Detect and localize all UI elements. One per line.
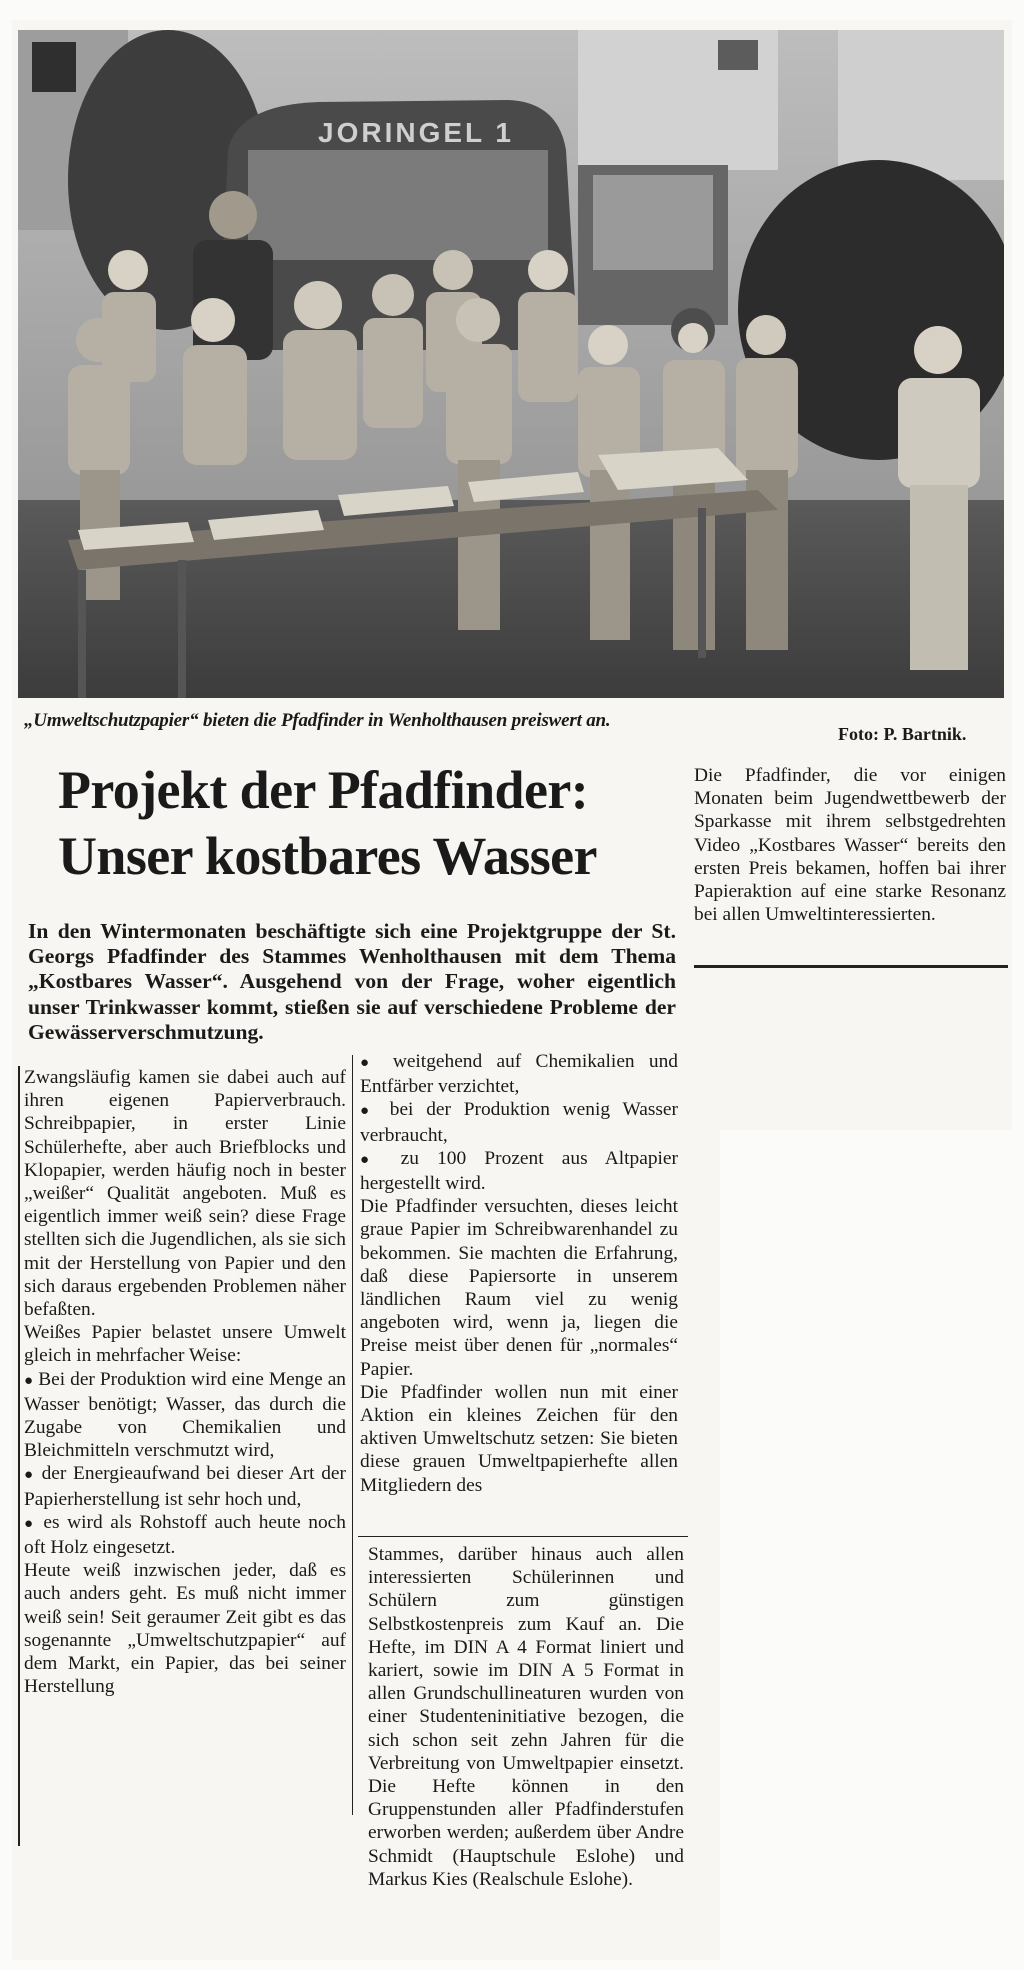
scout (102, 250, 156, 382)
paragraph: Zwangsläufig kamen sie dabei auch auf ihren eigenen Papierverbrauch. Schreibpapier, in erster Linie Schülerhefte, aber auch Briefblocks und Klopapier, werden häufig noch in bester „weißer“ Qualität angeboten. Muß es eigentlich immer weiß sein? diese Frage stellten sich die Jugendlichen, als sie sich mit der Herstellung von Papier und den sich daraus ergebenden Problemen näher befaßten. (24, 1067, 346, 1321)
van-windshield (248, 150, 548, 260)
photo-credit: Foto: P. Bartnik. (838, 724, 967, 744)
paragraph: Heute weiß inzwischen jeder, daß es auch anders geht. Es muß nicht immer weiß sein! Seit geraumer Zeit gibt es das sogenannte „Umweltschutzpapier“ auf dem Markt, ein Papier, das bei seiner Herstellung (24, 1560, 346, 1698)
column-top-right (694, 764, 1006, 926)
bullet-item: ● es wird als Rohstoff auch heute noch oft Holz eingesetzt. (24, 1511, 346, 1559)
bullet-icon: ● (360, 1103, 377, 1120)
lead-paragraph: In den Wintermonaten beschäftigte sich eine Projektgruppe der St. Georgs Pfadfinder des Stammes Wenholthausen mit dem Thema „Kostbares Wasser“. Ausgehend von der Frage, woher eigentlich unser Trinkwasser kommt, stießen sie auf verschiedene Probleme der Gewässerverschmutzung. (28, 919, 676, 1044)
paragraph: Die Pfadfinder wollen nun mit einer Aktion ein kleines Zeichen für den aktiven Umweltschutz setzen: Sie bieten diese grauen Umweltpapierhefte allen Mitgliedern des (360, 1381, 678, 1496)
bullet-item: ● weitgehend auf Chemikalien und Entfärber verzichtet, (360, 1051, 678, 1098)
paragraph: Stammes, darüber hinaus auch allen interessierten Schülerinnen und Schülern zum günstigen Selbstkostenpreis zum Kauf an. Die Hefte, im DIN A 4 Format liniert und kariert, sowie im DIN A 5 Format in allen Grundschullineaturen wurden von einer Studenteninitiative bezogen, die sich schon seit zehn Jahren für die Verbreitung von Umweltpapier einsetzt. Die Hefte können in den Gruppenstunden aller Pfadfinderstufen erworben werden; außerdem über Andre Schmidt (Hauptschule Eslohe) und Markus Kies (Realschule Eslohe). (368, 1544, 684, 1890)
column-a (24, 1066, 346, 1698)
bullet-item: ● der Energieaufwand bei dieser Art der Papierherstellung ist sehr hoch und, (24, 1463, 346, 1510)
bullet-item: ● Bei der Produktion wird eine Menge an Wasser benötigt; Wasser, das durch die Zugabe von Chemikalien und Bleichmitteln verschmutzt wird, (24, 1368, 346, 1462)
column-rule-1 (352, 1055, 353, 1815)
news-photo (18, 30, 1004, 698)
bullet-icon: ● (24, 1372, 34, 1389)
bullet-icon: ● (360, 1151, 383, 1168)
paragraph: Die Pfadfinder versuchten, dieses leicht graue Papier im Schreibwarenhandel zu bekommen. Sie machten die Erfahrung, daß diese Papiersorte in unserem ländlichen Raum viel zu wenig angeboten wird, wenn ja, liegen die Preise meist über denen für „normales“ Papier. (360, 1196, 678, 1380)
bullet-item: ● zu 100 Prozent aus Altpapier hergestellt wird. (360, 1147, 678, 1195)
column-b-bottom-rule (358, 1536, 688, 1537)
bullet-icon: ● (24, 1467, 35, 1484)
scout-group-photo (18, 30, 1004, 698)
photo-caption: „Umweltschutzpapier“ bieten die Pfadfinder in Wenholthausen preiswert an. (24, 710, 611, 731)
column-b (360, 1050, 678, 1497)
window-left (32, 42, 76, 92)
rule-top-right (694, 965, 1008, 968)
left-border-rule (18, 1066, 20, 1846)
paragraph: Die Pfadfinder, die vor einigen Monaten beim Jugendwettbewerb der Sparkasse mit ihrem selbstgedrehten Video „Kostbares Wasser“ bereits den ersten Preis bekamen, hoffen bai ihrer Papieraktion auf eine starke Resonanz bei allen Umweltinteressierten. (694, 765, 1006, 926)
bullet-icon: ● (24, 1515, 36, 1532)
bullet-icon: ● (360, 1055, 379, 1071)
paragraph: Weißes Papier belastet unsere Umwelt gleich in mehrfacher Weise: (24, 1322, 346, 1367)
bullet-item: ● bei der Produktion wenig Wasser verbraucht, (360, 1099, 678, 1146)
column-c (368, 1543, 684, 1891)
van-lettering: JORINGEL 1 (318, 117, 514, 148)
headline: Projekt der Pfadfinder: Unser kostbares Wasser (58, 760, 597, 886)
